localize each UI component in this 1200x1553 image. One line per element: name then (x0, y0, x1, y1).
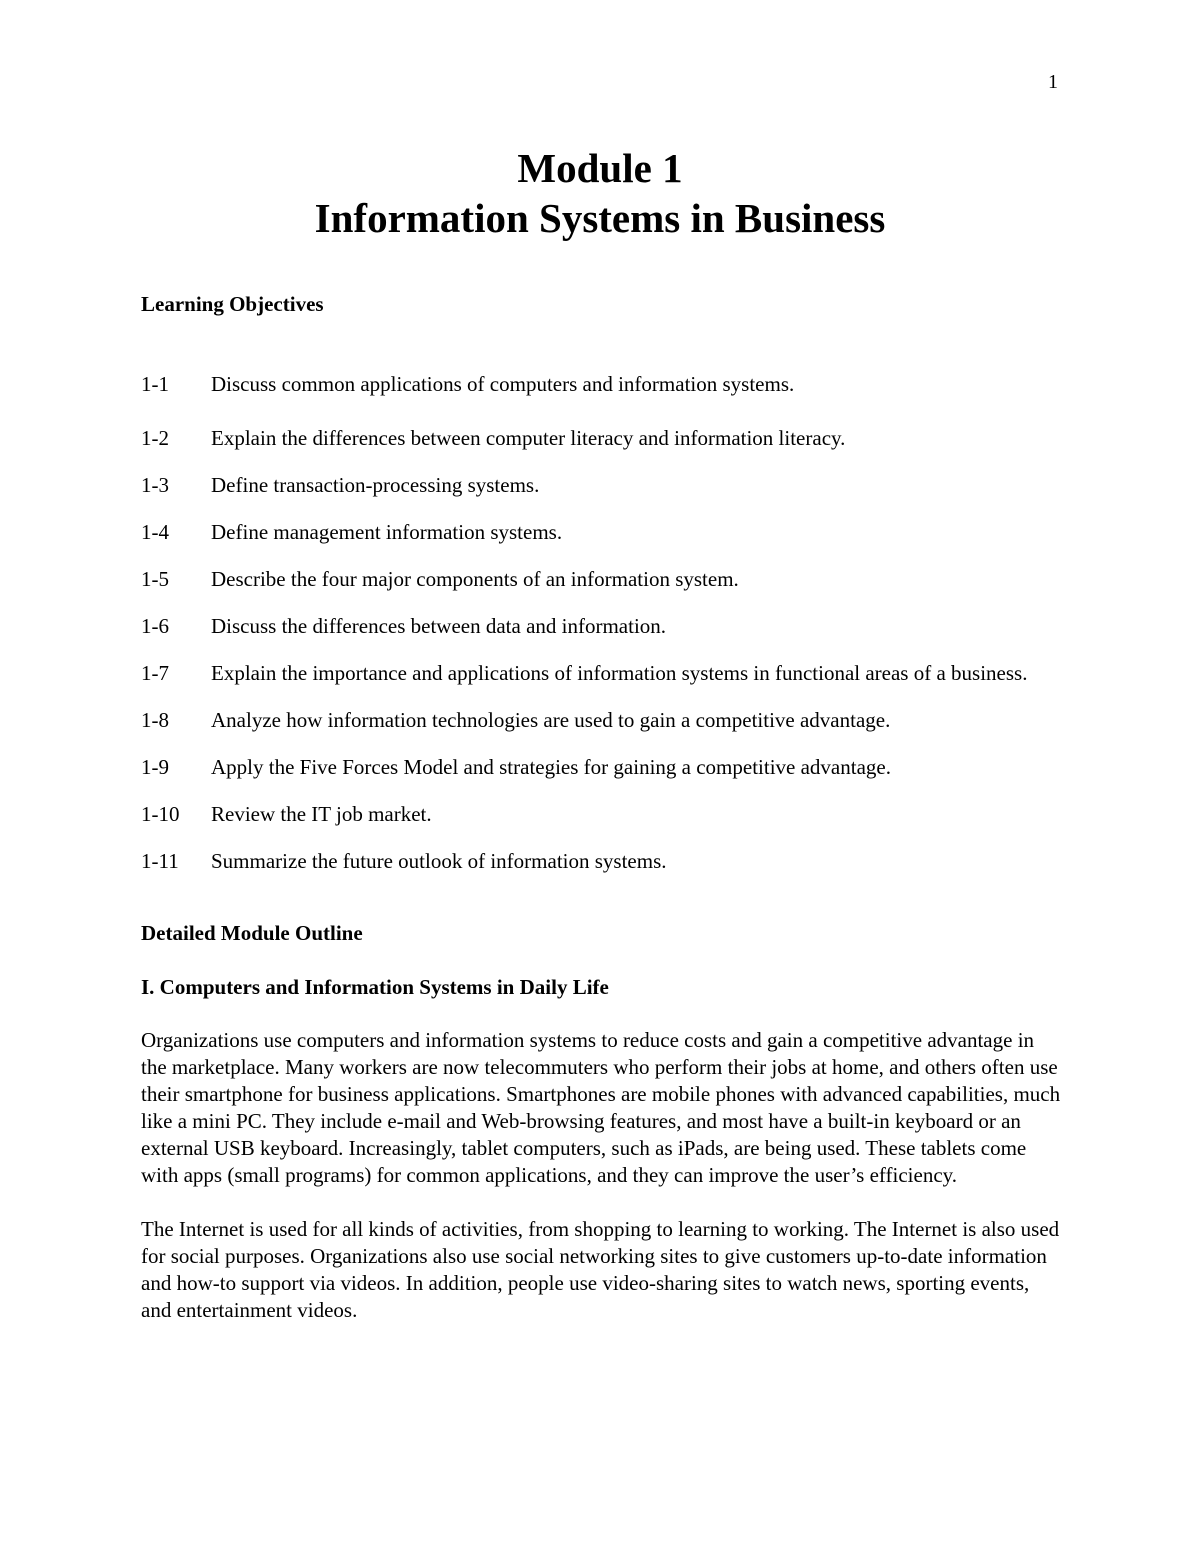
objective-item (141, 519, 1061, 546)
objective-item (141, 707, 1061, 734)
module-title (0, 143, 1200, 243)
objective-number: 1-8 (141, 708, 169, 732)
objective-text: Explain the differences between computer literacy and information literacy. (211, 426, 846, 450)
detailed-outline-heading: Detailed Module Outline (141, 921, 363, 945)
document-body (141, 290, 1061, 1324)
objective-item (141, 371, 1061, 398)
objectives-list (141, 371, 1061, 875)
objective-item (141, 754, 1061, 781)
objective-item (141, 613, 1061, 640)
objective-number: 1-5 (141, 567, 169, 591)
objective-item (141, 848, 1061, 875)
objective-number: 1-3 (141, 473, 169, 497)
objective-text: Apply the Five Forces Model and strategies for gaining a competitive advantage. (211, 755, 891, 779)
objective-text: Review the IT job market. (211, 802, 432, 826)
body-paragraph: The Internet is used for all kinds of activities, from shopping to learning to working. The Internet is also used for social purposes. Organizations also use social networking sites to give customers up-to-date information and how-to support via videos. In addition, people use video-sharing sites to watch news, sporting events, and entertainment videos. (141, 1217, 1060, 1322)
objective-item (141, 425, 1061, 452)
learning-objectives-heading: Learning Objectives (141, 292, 324, 316)
objective-text: Explain the importance and applications of information systems in functional areas of a business. (211, 661, 1028, 685)
page-number: 1 (1048, 71, 1058, 93)
objective-text: Analyze how information technologies are used to gain a competitive advantage. (211, 708, 891, 732)
section-heading: I. Computers and Information Systems in Daily Life (141, 975, 609, 999)
objective-number: 1-2 (141, 426, 169, 450)
body-paragraph: Organizations use computers and information systems to reduce costs and gain a competitive advantage in the marketplace. Many workers are now telecommuters who perform their jobs at home, and others often use their smartphone for business applications. Smartphones are mobile phones with advanced capabilities, much like a mini PC. They include e-mail and Web-browsing features, and most have a built-in keyboard or an external USB keyboard. Increasingly, tablet computers, such as iPads, are being used. These tablets come with apps (small programs) for common applications, and they can improve the user’s efficiency. (141, 1028, 1061, 1187)
objective-text: Discuss common applications of computers and information systems. (211, 372, 795, 396)
objective-item (141, 566, 1061, 593)
objective-number: 1-1 (141, 372, 169, 396)
module-title-line2: Information Systems in Business (314, 195, 886, 241)
objective-text: Describe the four major components of an information system. (211, 567, 739, 591)
objective-text: Define transaction-processing systems. (211, 473, 540, 497)
objective-item (141, 660, 1061, 687)
module-title-line1: Module 1 (517, 145, 683, 191)
objective-item (141, 801, 1061, 828)
objective-item (141, 472, 1061, 499)
objective-text: Discuss the differences between data and information. (211, 614, 667, 638)
objective-number: 1-10 (141, 802, 180, 826)
objective-number: 1-6 (141, 614, 169, 638)
objective-number: 1-4 (141, 520, 169, 544)
objective-text: Summarize the future outlook of information systems. (211, 849, 667, 873)
objective-number: 1-7 (141, 661, 169, 685)
objective-number: 1-11 (141, 849, 179, 873)
objective-number: 1-9 (141, 755, 169, 779)
objective-text: Define management information systems. (211, 520, 563, 544)
